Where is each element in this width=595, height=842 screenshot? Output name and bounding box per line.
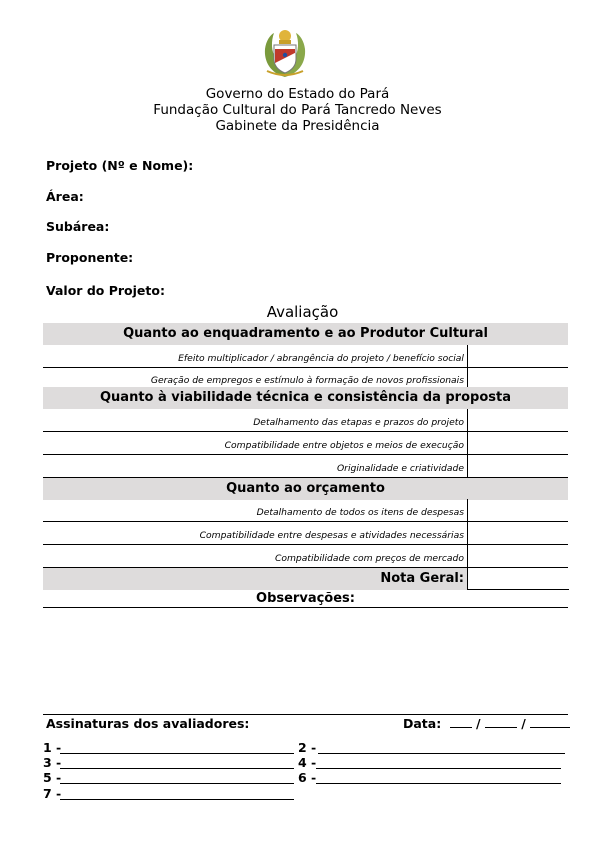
header-foundation: Fundação Cultural do Pará Tancredo Neves bbox=[153, 102, 442, 118]
date-separator: / bbox=[521, 716, 526, 731]
field-area-label: Área: bbox=[46, 189, 84, 204]
field-projeto-label: Projeto (Nº e Nome): bbox=[46, 158, 194, 173]
signature-line-4[interactable] bbox=[316, 756, 561, 769]
signature-line-1[interactable] bbox=[60, 741, 294, 754]
signatures-title: Assinaturas dos avaliadores: bbox=[46, 716, 250, 731]
evaluation-title: Avaliação bbox=[266, 303, 339, 321]
criterion-row bbox=[43, 345, 568, 368]
coat-of-arms-icon bbox=[262, 27, 308, 79]
criterion-row bbox=[43, 499, 568, 522]
score-box[interactable] bbox=[467, 455, 468, 477]
signature-line-5[interactable] bbox=[60, 771, 294, 784]
score-box[interactable] bbox=[467, 345, 468, 367]
signature-label-2: 2 - bbox=[298, 740, 317, 755]
signature-label-3: 3 - bbox=[43, 755, 62, 770]
score-box[interactable] bbox=[467, 409, 468, 431]
criterion-label: Detalhamento de todos os itens de despesas bbox=[256, 507, 464, 518]
nota-geral-label: Nota Geral: bbox=[380, 571, 464, 586]
date-label: Data: bbox=[403, 716, 442, 731]
criterion-row bbox=[43, 409, 568, 432]
score-box[interactable] bbox=[467, 432, 468, 454]
score-box[interactable] bbox=[467, 545, 468, 567]
score-box[interactable] bbox=[467, 367, 468, 389]
header-government: Governo do Estado do Pará bbox=[205, 86, 390, 102]
signature-line-7[interactable] bbox=[60, 787, 294, 800]
signature-label-7: 7 - bbox=[43, 786, 62, 801]
score-box[interactable] bbox=[467, 522, 468, 544]
criterion-label: Compatibilidade entre objetos e meios de execução bbox=[224, 440, 464, 451]
observacoes-label: Observações: bbox=[43, 589, 568, 608]
date-day-line[interactable] bbox=[450, 717, 472, 728]
date-month-line[interactable] bbox=[485, 717, 517, 728]
criterion-label: Originalidade e criatividade bbox=[336, 463, 464, 474]
signature-line-3[interactable] bbox=[60, 756, 294, 769]
criterion-label: Geração de empregos e estímulo à formação de novos profissionais bbox=[150, 375, 464, 386]
criterion-label: Compatibilidade com preços de mercado bbox=[274, 553, 464, 564]
field-subarea-label: Subárea: bbox=[46, 219, 110, 234]
criterion-label: Compatibilidade entre despesas e atividades necessárias bbox=[199, 530, 464, 541]
criterion-label: Efeito multiplicador / abrangência do projeto / benefício social bbox=[178, 353, 464, 364]
document-header bbox=[0, 86, 595, 134]
signature-label-6: 6 - bbox=[298, 770, 317, 785]
section-header-enquadramento: Quanto ao enquadramento e ao Produtor Cultural bbox=[43, 323, 568, 345]
nota-geral-row bbox=[43, 568, 568, 590]
date-field bbox=[403, 716, 570, 731]
signature-line-6[interactable] bbox=[316, 771, 561, 784]
criterion-row bbox=[43, 545, 568, 568]
criterion-row bbox=[43, 455, 568, 478]
section-header-viabilidade: Quanto à viabilidade técnica e consistência da proposta bbox=[43, 387, 568, 409]
date-separator: / bbox=[475, 716, 481, 731]
section-header-orcamento: Quanto ao orçamento bbox=[43, 478, 568, 500]
criterion-label: Detalhamento das etapas e prazos do projeto bbox=[253, 417, 464, 428]
signature-label-5: 5 - bbox=[43, 770, 62, 785]
score-box[interactable] bbox=[467, 499, 468, 521]
criterion-row bbox=[43, 432, 568, 455]
header-cabinet: Gabinete da Presidência bbox=[215, 118, 380, 134]
signature-line-2[interactable] bbox=[318, 741, 565, 754]
signature-label-4: 4 - bbox=[298, 755, 317, 770]
field-valor-label: Valor do Projeto: bbox=[46, 283, 165, 298]
date-year-line[interactable] bbox=[530, 717, 570, 728]
field-proponente-label: Proponente: bbox=[46, 250, 134, 265]
nota-geral-box[interactable] bbox=[467, 568, 569, 590]
signature-label-1: 1 - bbox=[43, 740, 62, 755]
divider bbox=[43, 714, 568, 715]
criterion-row bbox=[43, 522, 568, 545]
